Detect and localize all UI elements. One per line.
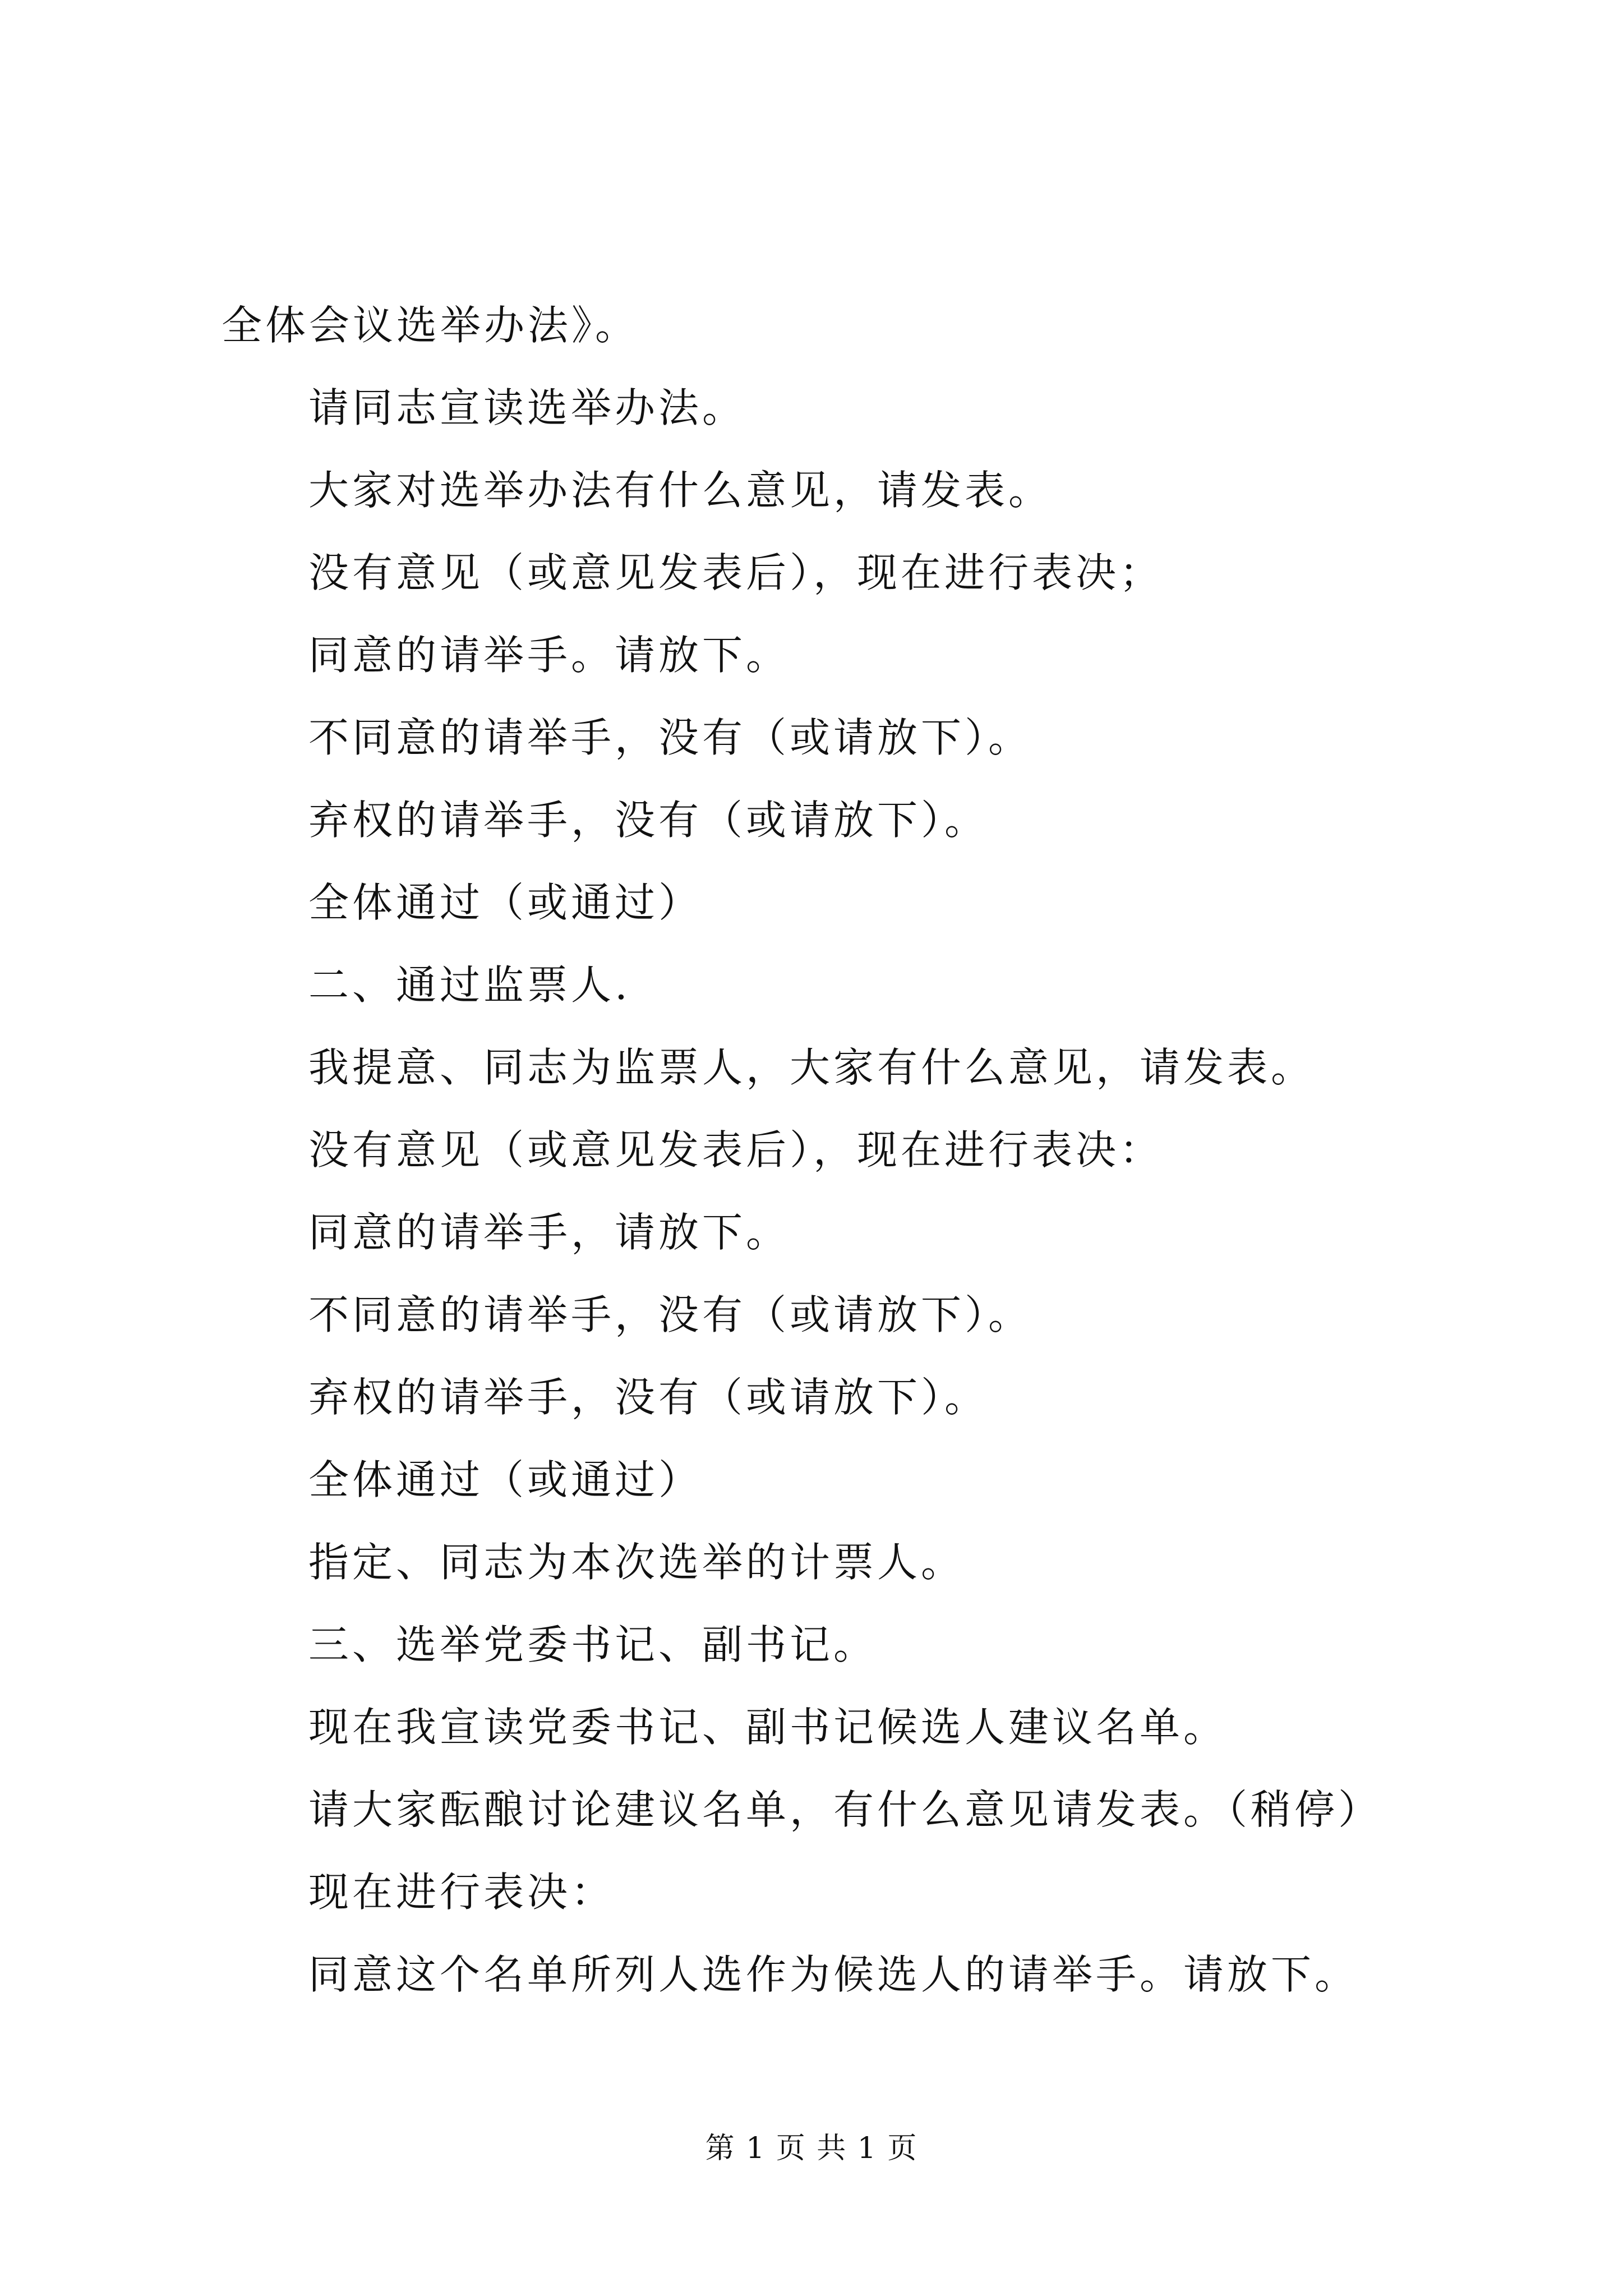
text-line-11: 没有意见（或意见发表后），现在进行表决： bbox=[308, 1126, 1164, 1174]
section-heading-3: 三、选举党委书记、副书记。 bbox=[308, 1621, 878, 1668]
text-line-4: 没有意见（或意见发表后），现在进行表决； bbox=[308, 549, 1164, 596]
text-line-3: 大家对选举办法有什么意见，请发表。 bbox=[308, 467, 1053, 514]
text-line-18: 现在我宣读党委书记、副书记候选人建议名单。 bbox=[308, 1704, 1228, 1751]
text-line-2: 请同志宣读选举办法。 bbox=[308, 384, 746, 431]
text-line-5: 同意的请举手。请放下。 bbox=[308, 632, 790, 679]
text-line-7: 弃权的请举手，没有（或请放下）。 bbox=[308, 797, 989, 844]
text-line-19: 请大家酝酿讨论建议名单，有什么意见请发表。（稍停） bbox=[308, 1786, 1382, 1833]
page-footer: 第 1 页 共 1 页 bbox=[705, 2132, 918, 2165]
text-line-15: 全体通过（或通过） bbox=[308, 1456, 703, 1503]
text-line-8: 全体通过（或通过） bbox=[308, 879, 703, 926]
text-line-10: 我提意、同志为监票人，大家有什么意见，请发表。 bbox=[308, 1044, 1315, 1091]
text-line-16: 指定、同志为本次选举的计票人。 bbox=[308, 1539, 965, 1586]
text-line-6: 不同意的请举手，没有（或请放下）。 bbox=[308, 714, 1032, 761]
text-line-21: 同意这个名单所列人选作为候选人的请举手。请放下。 bbox=[308, 1951, 1359, 1998]
text-line-1: 全体会议选举办法》。 bbox=[222, 302, 639, 349]
text-line-14: 弃权的请举手，没有（或请放下）。 bbox=[308, 1374, 989, 1421]
text-line-12: 同意的请举手，请放下。 bbox=[308, 1209, 790, 1256]
section-heading-2: 二、通过监票人. bbox=[308, 961, 631, 1009]
text-line-13: 不同意的请举手，没有（或请放下）。 bbox=[308, 1291, 1032, 1338]
text-line-20: 现在进行表决： bbox=[308, 1869, 615, 1916]
